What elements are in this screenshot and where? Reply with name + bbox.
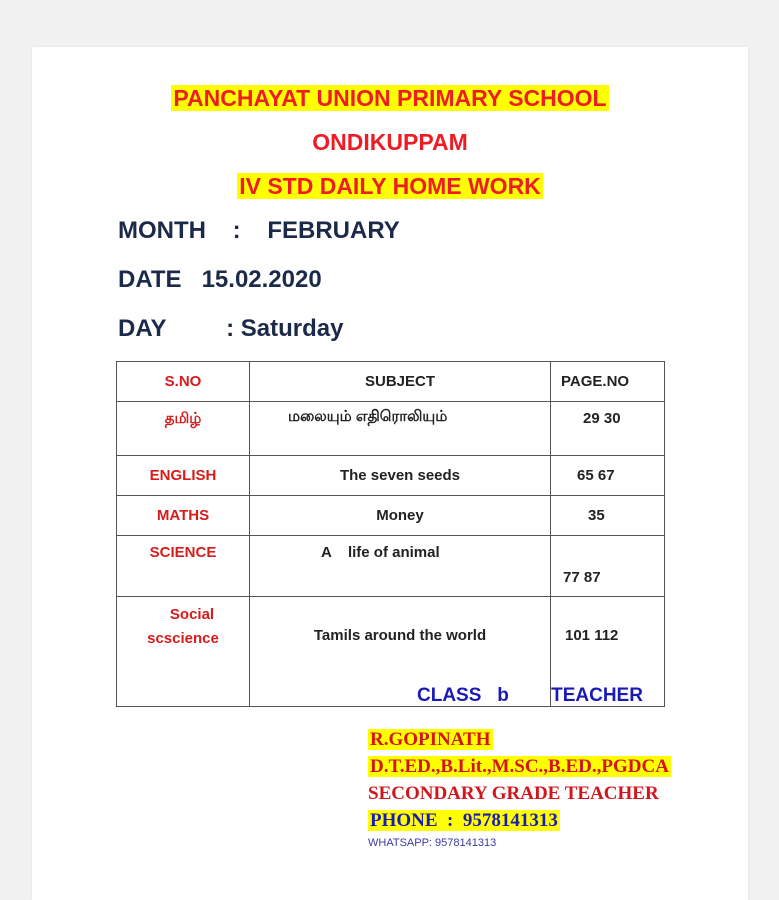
month-line (118, 217, 400, 245)
homework-table (116, 361, 665, 707)
class-value: b (497, 685, 509, 706)
teacher-designation: SECONDARY GRADE TEACHER (368, 783, 659, 804)
row-subject: The seven seeds (250, 456, 551, 496)
row-sno: தமிழ் (117, 402, 250, 456)
month-value: FEBRUARY (267, 217, 400, 244)
teacher-phone: PHONE : 9578141313 (370, 810, 558, 831)
row-sno: SCIENCE (117, 536, 250, 597)
header-page: PAGE.NO (551, 362, 665, 402)
table-row (117, 496, 665, 536)
header-sno: S.NO (117, 362, 250, 402)
class-label: CLASS (417, 685, 482, 706)
day-value: : Saturday (226, 315, 344, 342)
row-subject: Tamils around the world (250, 597, 551, 707)
row-subject: மலையும் எதிரொலியும் (250, 402, 551, 456)
month-separator: : (232, 217, 241, 244)
school-name-heading: PANCHAYAT UNION PRIMARY SCHOOL (173, 85, 607, 111)
teacher-label: TEACHER (551, 685, 643, 706)
row-subject: A life of animal (250, 536, 551, 597)
place-heading: ONDIKUPPAM (312, 129, 468, 155)
row-subject: Money (250, 496, 551, 536)
table-header-row (117, 362, 665, 402)
date-line (118, 266, 322, 294)
row-sno: MATHS (117, 496, 250, 536)
class-teacher-line (417, 685, 643, 707)
row-page: 77 87 (551, 536, 665, 597)
date-label: DATE (118, 266, 182, 293)
header-subject: SUBJECT (250, 362, 551, 402)
teacher-name: R.GOPINATH (370, 729, 491, 750)
table-row (117, 402, 665, 456)
day-line (118, 315, 343, 343)
row-page: 29 30 (551, 402, 665, 456)
month-label: MONTH (118, 217, 206, 244)
teacher-qualifications: D.T.ED.,B.Lit.,M.SC.,B.ED.,PGDCA (370, 756, 669, 777)
row-sno: ENGLISH (117, 456, 250, 496)
date-value: 15.02.2020 (201, 266, 322, 293)
day-label: DAY (118, 315, 167, 342)
row-page: 65 67 (551, 456, 665, 496)
row-page: 35 (551, 496, 665, 536)
homework-title-heading: IV STD DAILY HOME WORK (239, 173, 541, 199)
document-page (32, 47, 748, 900)
teacher-whatsapp: WHATSAPP: 9578141313 (368, 837, 497, 849)
table-row (117, 456, 665, 496)
row-page: 101 112 (551, 597, 665, 707)
row-sno: Social scscience (117, 597, 250, 707)
table-row (117, 536, 665, 597)
